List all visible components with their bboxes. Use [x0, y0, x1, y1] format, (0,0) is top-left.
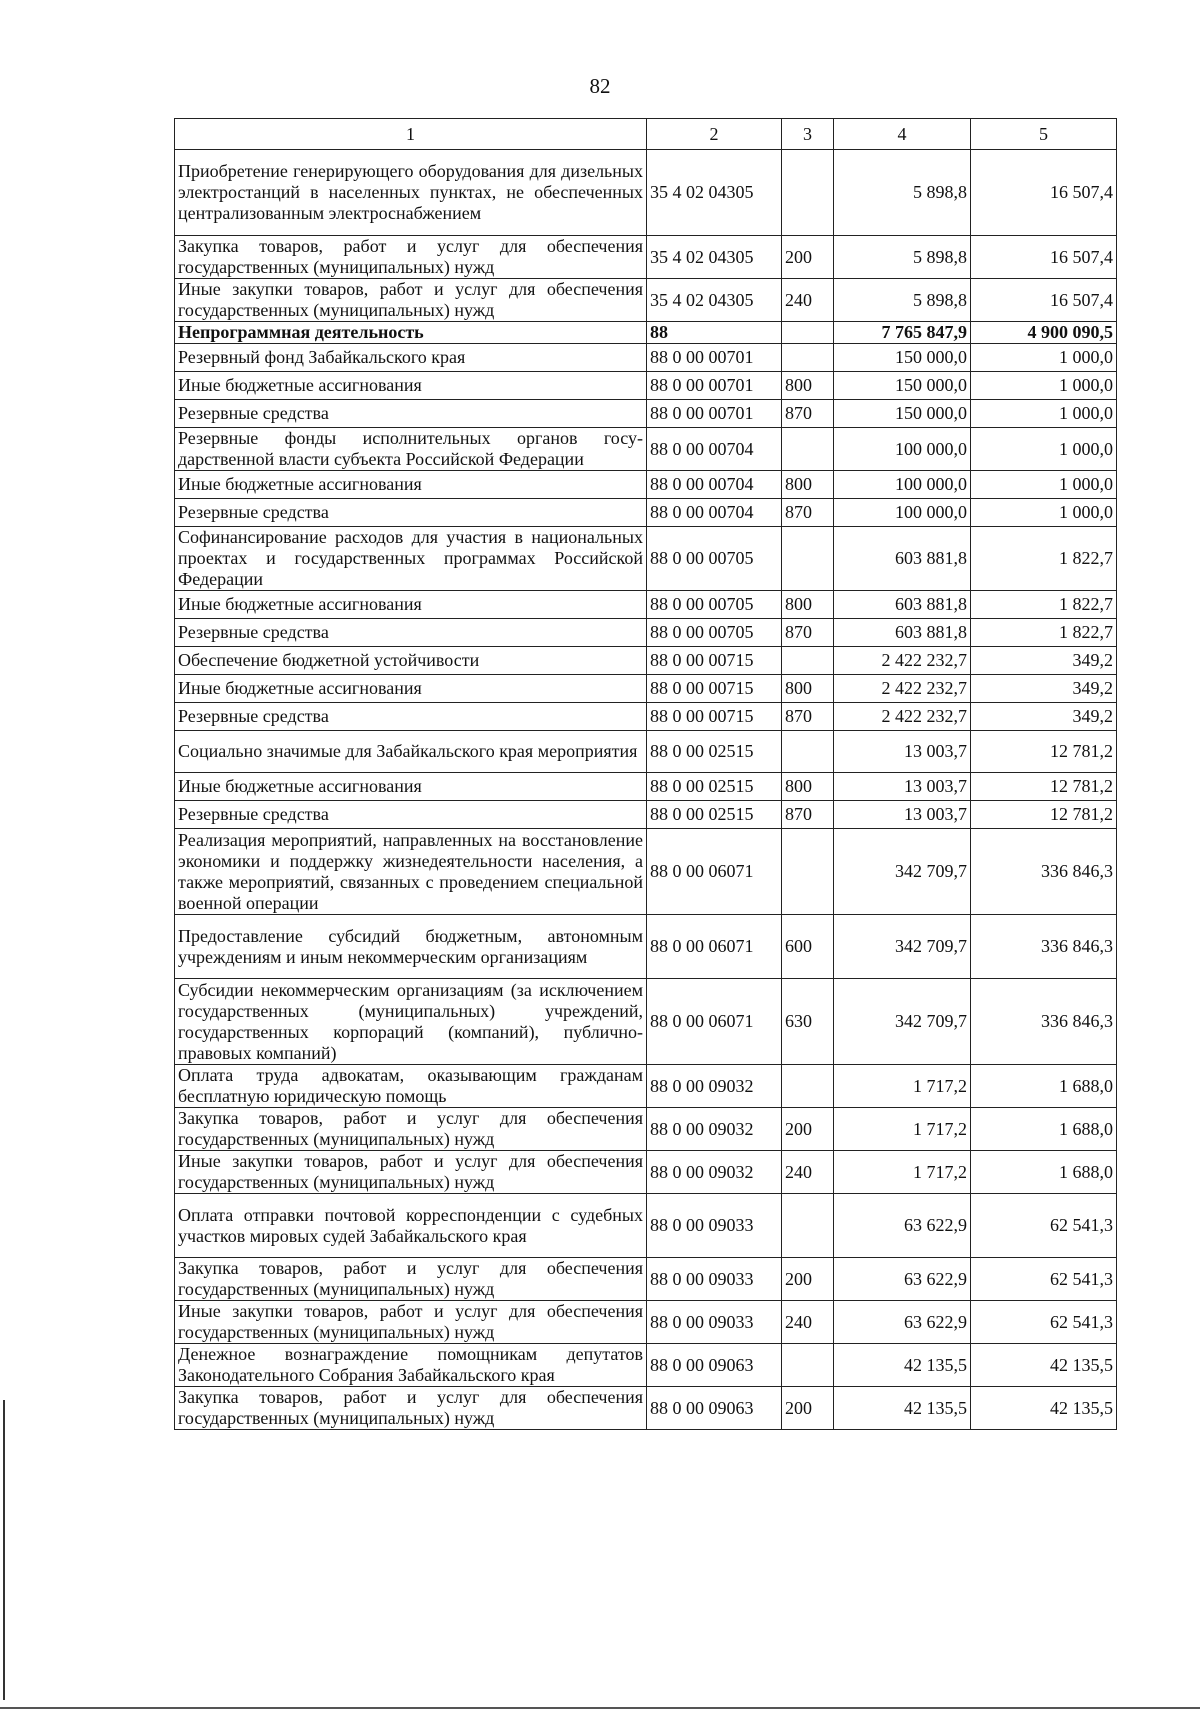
cell-name: Реализация мероприятий, направленных на восстановление экономики и поддержку жизнедеятельности населения, а также мероприятий, связанных с проведением специальной военной операции	[175, 829, 647, 915]
cell-code: 88 0 00 00715	[647, 647, 782, 675]
cell-name: Иные бюджетные ассигнования	[175, 471, 647, 499]
cell-amount-col4: 150 000,0	[834, 372, 971, 400]
cell-amount-col5: 1 000,0	[971, 471, 1117, 499]
cell-expense-type: 200	[782, 236, 834, 279]
cell-code: 35 4 02 04305	[647, 279, 782, 322]
table-row	[175, 236, 1117, 279]
cell-amount-col4: 5 898,8	[834, 236, 971, 279]
cell-name: Иные бюджетные ассигнования	[175, 591, 647, 619]
table-row	[175, 773, 1117, 801]
cell-code: 88 0 00 00701	[647, 372, 782, 400]
cell-expense-type: 240	[782, 1301, 834, 1344]
table-row	[175, 1387, 1117, 1430]
cell-amount-col5: 1 688,0	[971, 1108, 1117, 1151]
cell-expense-type: 200	[782, 1387, 834, 1430]
cell-expense-type	[782, 150, 834, 236]
cell-amount-col4: 603 881,8	[834, 591, 971, 619]
cell-amount-col5: 62 541,3	[971, 1258, 1117, 1301]
table-row	[175, 801, 1117, 829]
cell-expense-type	[782, 1065, 834, 1108]
cell-name: Оплата отправки почтовой корреспонденции с судебных участков мировых судей Забайкальского края	[175, 1194, 647, 1258]
cell-amount-col4: 150 000,0	[834, 400, 971, 428]
cell-expense-type: 870	[782, 400, 834, 428]
cell-code: 88 0 00 00715	[647, 675, 782, 703]
cell-code: 35 4 02 04305	[647, 150, 782, 236]
cell-amount-col4: 150 000,0	[834, 344, 971, 372]
cell-name: Субсидии некоммерческим организациям (за исключением государственных (муниципальных) учреждений, государственных корпораций (компаний), публично-правовых компаний)	[175, 979, 647, 1065]
header-col-4: 4	[834, 119, 971, 150]
cell-amount-col4: 342 709,7	[834, 915, 971, 979]
cell-expense-type: 870	[782, 499, 834, 527]
cell-amount-col5: 1 822,7	[971, 591, 1117, 619]
cell-amount-col4: 2 422 232,7	[834, 647, 971, 675]
cell-amount-col5: 12 781,2	[971, 773, 1117, 801]
cell-code: 88 0 00 00705	[647, 591, 782, 619]
cell-name: Иные бюджетные ассигнования	[175, 372, 647, 400]
scan-edge-bottom	[0, 1707, 1200, 1709]
scan-edge-left	[3, 1400, 5, 1700]
table-row	[175, 372, 1117, 400]
cell-amount-col5: 1 000,0	[971, 400, 1117, 428]
cell-amount-col4: 1 717,2	[834, 1065, 971, 1108]
cell-code: 88 0 00 00701	[647, 400, 782, 428]
cell-amount-col5: 1 822,7	[971, 527, 1117, 591]
cell-amount-col4: 13 003,7	[834, 773, 971, 801]
cell-expense-type	[782, 1194, 834, 1258]
cell-code: 88 0 00 06071	[647, 915, 782, 979]
cell-expense-type: 800	[782, 773, 834, 801]
cell-code: 88 0 00 09033	[647, 1301, 782, 1344]
cell-code: 88 0 00 00704	[647, 428, 782, 471]
table-row	[175, 731, 1117, 773]
header-row	[175, 119, 1117, 150]
cell-amount-col4: 100 000,0	[834, 499, 971, 527]
cell-name: Иные закупки товаров, работ и услуг для обеспечения государственных (муниципальных) нужд	[175, 279, 647, 322]
cell-name: Предоставление субсидий бюджетным, автономным учреждениям и иным некоммерческим организациям	[175, 915, 647, 979]
cell-amount-col4: 342 709,7	[834, 829, 971, 915]
cell-amount-col5: 1 000,0	[971, 372, 1117, 400]
cell-code: 88 0 00 00704	[647, 471, 782, 499]
table-row	[175, 527, 1117, 591]
cell-expense-type: 200	[782, 1108, 834, 1151]
cell-amount-col5: 16 507,4	[971, 236, 1117, 279]
cell-amount-col5: 62 541,3	[971, 1194, 1117, 1258]
cell-code: 88	[647, 322, 782, 344]
cell-amount-col5: 349,2	[971, 675, 1117, 703]
budget-table	[174, 118, 1117, 1430]
cell-code: 88 0 00 02515	[647, 773, 782, 801]
cell-amount-col4: 603 881,8	[834, 619, 971, 647]
cell-amount-col5: 1 000,0	[971, 428, 1117, 471]
cell-amount-col5: 4 900 090,5	[971, 322, 1117, 344]
cell-code: 88 0 00 06071	[647, 979, 782, 1065]
cell-name: Закупка товаров, работ и услуг для обеспечения государственных (муниципальных) нужд	[175, 1387, 647, 1430]
cell-code: 88 0 00 02515	[647, 801, 782, 829]
table-row	[175, 1301, 1117, 1344]
cell-expense-type: 870	[782, 801, 834, 829]
cell-amount-col5: 12 781,2	[971, 801, 1117, 829]
table-row	[175, 979, 1117, 1065]
cell-expense-type	[782, 428, 834, 471]
table-row	[175, 675, 1117, 703]
table-row	[175, 703, 1117, 731]
cell-amount-col4: 1 717,2	[834, 1108, 971, 1151]
table-row	[175, 344, 1117, 372]
cell-expense-type	[782, 344, 834, 372]
cell-expense-type: 630	[782, 979, 834, 1065]
header-col-5: 5	[971, 119, 1117, 150]
cell-amount-col4: 342 709,7	[834, 979, 971, 1065]
cell-amount-col4: 5 898,8	[834, 279, 971, 322]
cell-expense-type	[782, 1344, 834, 1387]
cell-amount-col4: 100 000,0	[834, 471, 971, 499]
cell-expense-type: 240	[782, 1151, 834, 1194]
cell-amount-col4: 603 881,8	[834, 527, 971, 591]
cell-name: Обеспечение бюджетной устойчивости	[175, 647, 647, 675]
cell-name: Иные бюджетные ассигнования	[175, 773, 647, 801]
cell-code: 88 0 00 09032	[647, 1108, 782, 1151]
cell-amount-col4: 5 898,8	[834, 150, 971, 236]
cell-amount-col5: 336 846,3	[971, 979, 1117, 1065]
cell-name: Социально значимые для Забайкальского края мероприятия	[175, 731, 647, 773]
cell-expense-type: 800	[782, 471, 834, 499]
cell-name: Резервные средства	[175, 619, 647, 647]
cell-expense-type: 870	[782, 703, 834, 731]
table-row	[175, 499, 1117, 527]
cell-amount-col4: 1 717,2	[834, 1151, 971, 1194]
cell-name: Иные бюджетные ассигнования	[175, 675, 647, 703]
cell-amount-col5: 42 135,5	[971, 1344, 1117, 1387]
table-row	[175, 471, 1117, 499]
cell-expense-type: 240	[782, 279, 834, 322]
cell-name: Резервный фонд Забайкальского края	[175, 344, 647, 372]
table-row	[175, 322, 1117, 344]
cell-amount-col4: 63 622,9	[834, 1301, 971, 1344]
cell-code: 88 0 00 09033	[647, 1258, 782, 1301]
cell-expense-type: 800	[782, 675, 834, 703]
cell-name: Резервные средства	[175, 703, 647, 731]
table-row	[175, 1194, 1117, 1258]
cell-code: 88 0 00 00705	[647, 619, 782, 647]
cell-name: Денежное вознаграждение помощникам депутатов Законодательного Собрания Забайкальского края	[175, 1344, 647, 1387]
cell-expense-type: 800	[782, 591, 834, 619]
table-row	[175, 1065, 1117, 1108]
cell-code: 88 0 00 09032	[647, 1065, 782, 1108]
cell-expense-type	[782, 647, 834, 675]
table-row	[175, 829, 1117, 915]
cell-amount-col4: 63 622,9	[834, 1258, 971, 1301]
cell-expense-type: 600	[782, 915, 834, 979]
cell-amount-col5: 1 000,0	[971, 499, 1117, 527]
cell-name: Оплата труда адвокатам, оказывающим гражданам бесплатную юридическую помощь	[175, 1065, 647, 1108]
cell-amount-col5: 1 688,0	[971, 1151, 1117, 1194]
cell-amount-col5: 336 846,3	[971, 915, 1117, 979]
cell-code: 88 0 00 00705	[647, 527, 782, 591]
cell-amount-col4: 100 000,0	[834, 428, 971, 471]
cell-amount-col4: 7 765 847,9	[834, 322, 971, 344]
cell-amount-col4: 42 135,5	[834, 1344, 971, 1387]
cell-expense-type	[782, 322, 834, 344]
table-row	[175, 647, 1117, 675]
cell-expense-type	[782, 527, 834, 591]
table-row	[175, 279, 1117, 322]
table-row	[175, 1344, 1117, 1387]
cell-code: 88 0 00 09033	[647, 1194, 782, 1258]
cell-name: Иные закупки товаров, работ и услуг для обеспечения государственных (муниципальных) нужд	[175, 1301, 647, 1344]
cell-amount-col5: 349,2	[971, 703, 1117, 731]
cell-amount-col5: 1 688,0	[971, 1065, 1117, 1108]
cell-amount-col4: 63 622,9	[834, 1194, 971, 1258]
cell-name: Софинансирование расходов для участия в национальных проектах и государственных программах Российской Федерации	[175, 527, 647, 591]
cell-amount-col5: 336 846,3	[971, 829, 1117, 915]
table-row	[175, 150, 1117, 236]
cell-amount-col4: 13 003,7	[834, 731, 971, 773]
table-body	[175, 150, 1117, 1430]
cell-name: Иные закупки товаров, работ и услуг для обеспечения государственных (муниципальных) нужд	[175, 1151, 647, 1194]
header-col-2: 2	[647, 119, 782, 150]
header-col-3: 3	[782, 119, 834, 150]
cell-amount-col5: 42 135,5	[971, 1387, 1117, 1430]
cell-code: 88 0 00 09063	[647, 1344, 782, 1387]
cell-name: Непрограммная деятельность	[175, 322, 647, 344]
table-row	[175, 400, 1117, 428]
cell-expense-type: 800	[782, 372, 834, 400]
table-row	[175, 428, 1117, 471]
cell-amount-col5: 12 781,2	[971, 731, 1117, 773]
cell-name: Резервные фонды исполнительных органов государственной власти субъекта Российской Федерации	[175, 428, 647, 471]
cell-name: Приобретение генерирующего оборудования для дизельных электростанций в населенных пунктах, не обеспеченных централизованным электроснабжением	[175, 150, 647, 236]
cell-amount-col4: 42 135,5	[834, 1387, 971, 1430]
cell-code: 88 0 00 09063	[647, 1387, 782, 1430]
cell-amount-col5: 349,2	[971, 647, 1117, 675]
cell-expense-type: 870	[782, 619, 834, 647]
cell-code: 88 0 00 02515	[647, 731, 782, 773]
cell-amount-col5: 62 541,3	[971, 1301, 1117, 1344]
cell-code: 88 0 00 00715	[647, 703, 782, 731]
cell-name: Резервные средства	[175, 801, 647, 829]
cell-amount-col5: 16 507,4	[971, 279, 1117, 322]
cell-name: Резервные средства	[175, 499, 647, 527]
cell-amount-col4: 13 003,7	[834, 801, 971, 829]
table-row	[175, 591, 1117, 619]
cell-code: 88 0 00 06071	[647, 829, 782, 915]
cell-expense-type	[782, 829, 834, 915]
table-row	[175, 619, 1117, 647]
cell-amount-col4: 2 422 232,7	[834, 703, 971, 731]
cell-code: 88 0 00 00704	[647, 499, 782, 527]
header-col-1: 1	[175, 119, 647, 150]
cell-expense-type: 200	[782, 1258, 834, 1301]
cell-code: 88 0 00 09032	[647, 1151, 782, 1194]
table-row	[175, 915, 1117, 979]
cell-name: Закупка товаров, работ и услуг для обеспечения государственных (муниципальных) нужд	[175, 1108, 647, 1151]
cell-amount-col5: 1 822,7	[971, 619, 1117, 647]
cell-expense-type	[782, 731, 834, 773]
table-row	[175, 1151, 1117, 1194]
cell-code: 88 0 00 00701	[647, 344, 782, 372]
cell-amount-col5: 16 507,4	[971, 150, 1117, 236]
cell-code: 35 4 02 04305	[647, 236, 782, 279]
cell-amount-col4: 2 422 232,7	[834, 675, 971, 703]
cell-name: Резервные средства	[175, 400, 647, 428]
table-row	[175, 1108, 1117, 1151]
cell-name: Закупка товаров, работ и услуг для обеспечения государственных (муниципальных) нужд	[175, 236, 647, 279]
cell-amount-col5: 1 000,0	[971, 344, 1117, 372]
table-row	[175, 1258, 1117, 1301]
page-number: 82	[589, 74, 611, 98]
cell-name: Закупка товаров, работ и услуг для обеспечения государственных (муниципальных) нужд	[175, 1258, 647, 1301]
